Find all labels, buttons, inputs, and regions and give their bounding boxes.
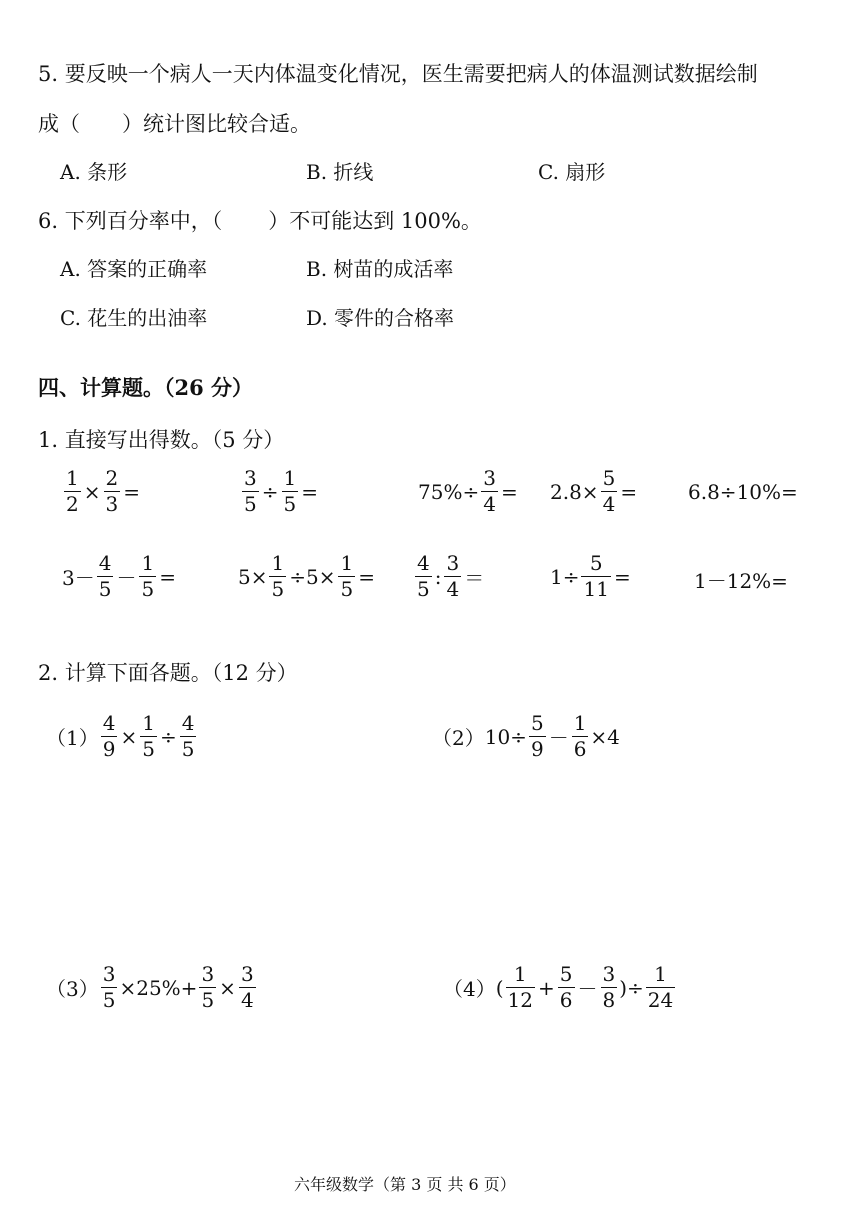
math-operator: ÷5× xyxy=(289,564,336,589)
fraction xyxy=(242,468,259,515)
page-footer: 六年级数学（第 3 页 共 6 页） xyxy=(294,1175,516,1194)
fraction xyxy=(64,468,81,515)
fraction xyxy=(282,468,299,515)
expr-r2-1 xyxy=(62,553,177,600)
numerator: 1 xyxy=(513,962,527,986)
numerator: 4 xyxy=(181,711,195,735)
numerator: 1 xyxy=(141,551,155,575)
denominator: 8 xyxy=(602,988,616,1012)
denominator: 2 xyxy=(66,492,79,516)
numerator: 2 xyxy=(105,466,119,490)
numerator: 1 xyxy=(66,466,79,490)
math-operator: ( xyxy=(495,975,504,1000)
fraction xyxy=(444,553,461,600)
q5-option-c: C. 扇形 xyxy=(538,160,606,184)
math-operator: × xyxy=(120,724,138,749)
expr-r1-3 xyxy=(418,468,519,515)
fraction xyxy=(529,713,546,760)
math-operator: : xyxy=(434,564,442,589)
math-operator: ÷ xyxy=(261,479,279,504)
problem-4 xyxy=(443,964,677,1011)
fraction xyxy=(239,964,256,1011)
numerator: 1 xyxy=(654,962,667,986)
numerator: 3 xyxy=(102,962,116,986)
numerator: 5 xyxy=(530,711,544,735)
numerator: 1 xyxy=(271,551,285,575)
problem-label: （1） xyxy=(46,726,99,750)
fraction xyxy=(338,553,355,600)
fraction xyxy=(558,964,575,1011)
denominator: 4 xyxy=(446,577,460,601)
math-operator: ＝ xyxy=(464,566,485,590)
denominator: 11 xyxy=(583,577,609,601)
fraction xyxy=(199,964,216,1011)
q5-option-b: B. 折线 xyxy=(306,160,374,184)
math-operator: = xyxy=(123,479,140,504)
denominator: 5 xyxy=(283,492,297,516)
math-operator: = xyxy=(358,564,375,589)
math-operator: － xyxy=(548,726,569,750)
expr-r2-4 xyxy=(550,553,632,600)
denominator: 4 xyxy=(483,492,496,516)
math-operator: = xyxy=(301,479,318,504)
denominator: 5 xyxy=(181,737,195,761)
denominator: 5 xyxy=(98,577,112,601)
denominator: 5 xyxy=(102,988,116,1012)
numerator: 3 xyxy=(446,551,460,575)
math-operator: 75%÷ xyxy=(418,479,480,504)
denominator: 5 xyxy=(201,988,215,1012)
problem-2 xyxy=(432,713,620,760)
fraction xyxy=(140,713,157,760)
denominator: 5 xyxy=(142,737,155,761)
math-operator: ×25%+ xyxy=(119,975,198,1000)
denominator: 9 xyxy=(530,737,544,761)
math-operator: = xyxy=(613,564,631,589)
expr-r2-5: 1－12%= xyxy=(694,569,788,593)
math-operator: － xyxy=(116,566,137,590)
problem-1 xyxy=(46,713,198,760)
math-operator: = xyxy=(620,479,638,504)
q6-option-c: C. 花生的出油率 xyxy=(60,306,208,330)
numerator: 3 xyxy=(602,962,616,986)
sub2-title: 2. 计算下面各题。（12 分） xyxy=(38,661,298,685)
fraction xyxy=(601,964,618,1011)
denominator: 5 xyxy=(141,577,155,601)
expr-r1-4 xyxy=(550,468,638,515)
numerator: 1 xyxy=(283,466,297,490)
numerator: 3 xyxy=(240,962,254,986)
fraction xyxy=(572,713,589,760)
fraction xyxy=(269,553,286,600)
q6-option-a: A. 答案的正确率 xyxy=(60,257,208,281)
q5-option-a: A. 条形 xyxy=(60,160,128,184)
math-operator: )÷ xyxy=(619,975,644,1000)
numerator: 4 xyxy=(102,711,116,735)
numerator: 1 xyxy=(142,711,155,735)
expr-r1-2 xyxy=(240,468,319,515)
denominator: 5 xyxy=(417,577,430,601)
math-operator: = xyxy=(159,564,176,589)
numerator: 3 xyxy=(483,466,496,490)
fraction xyxy=(101,713,118,760)
q6-option-b: B. 树苗的成活率 xyxy=(306,257,454,281)
math-operator: ÷ xyxy=(159,724,177,749)
denominator: 12 xyxy=(507,988,533,1012)
numerator: 3 xyxy=(201,962,215,986)
numerator: 5 xyxy=(559,962,573,986)
denominator: 9 xyxy=(102,737,116,761)
problem-label: （4） xyxy=(443,977,496,1001)
q6-text-after: ）不可能达到 100%。 xyxy=(268,209,482,233)
denominator: 3 xyxy=(105,492,119,516)
denominator: 5 xyxy=(244,492,257,516)
problem-label: （2） xyxy=(432,726,485,750)
fraction xyxy=(104,468,121,515)
q6-option-d: D. 零件的合格率 xyxy=(306,306,455,330)
math-operator: 5× xyxy=(238,564,268,589)
numerator: 5 xyxy=(602,466,616,490)
question-6 xyxy=(38,205,482,235)
fraction xyxy=(97,553,114,600)
section-title: 四、计算题。（26 分） xyxy=(38,375,254,400)
fraction xyxy=(646,964,675,1011)
math-operator: + xyxy=(538,975,555,1000)
math-operator: 1÷ xyxy=(550,564,580,589)
fraction xyxy=(180,713,197,760)
expr-r2-2 xyxy=(238,553,376,600)
fraction xyxy=(506,964,535,1011)
problem-label: （3） xyxy=(46,977,99,1001)
numerator: 1 xyxy=(573,711,587,735)
denominator: 4 xyxy=(602,492,616,516)
numerator: 4 xyxy=(417,551,430,575)
fraction xyxy=(101,964,118,1011)
math-operator: 10÷ xyxy=(484,724,527,749)
numerator: 4 xyxy=(98,551,112,575)
denominator: 6 xyxy=(573,737,587,761)
problem-3 xyxy=(46,964,258,1011)
numerator: 5 xyxy=(589,551,603,575)
math-operator: － xyxy=(577,977,598,1001)
math-operator: 3－ xyxy=(62,566,95,590)
fraction xyxy=(415,553,432,600)
numerator: 1 xyxy=(340,551,354,575)
expr-r1-5: 6.8÷10%= xyxy=(688,480,798,504)
question-5-line2: 成（ ）统计图比较合适。 xyxy=(38,112,311,136)
fraction xyxy=(581,553,610,600)
denominator: 4 xyxy=(240,988,254,1012)
expr-r2-3 xyxy=(413,553,485,600)
fraction xyxy=(481,468,498,515)
math-operator: × xyxy=(83,479,101,504)
denominator: 5 xyxy=(340,577,354,601)
q6-text-before: 6. 下列百分率中，（ xyxy=(38,209,223,233)
fraction xyxy=(601,468,618,515)
question-5-line1: 5. 要反映一个病人一天内体温变化情况，医生需要把病人的体温测试数据绘制 xyxy=(38,62,758,86)
fraction xyxy=(139,553,156,600)
denominator: 24 xyxy=(647,988,674,1012)
expr-r1-1 xyxy=(62,468,141,515)
numerator: 3 xyxy=(244,466,257,490)
sub1-title: 1. 直接写出得数。（5 分） xyxy=(38,428,285,452)
math-operator: 2.8× xyxy=(550,479,599,504)
math-operator: × xyxy=(219,975,236,1000)
math-operator: ×4 xyxy=(590,724,620,749)
math-operator: = xyxy=(500,479,518,504)
denominator: 5 xyxy=(271,577,285,601)
denominator: 6 xyxy=(559,988,573,1012)
